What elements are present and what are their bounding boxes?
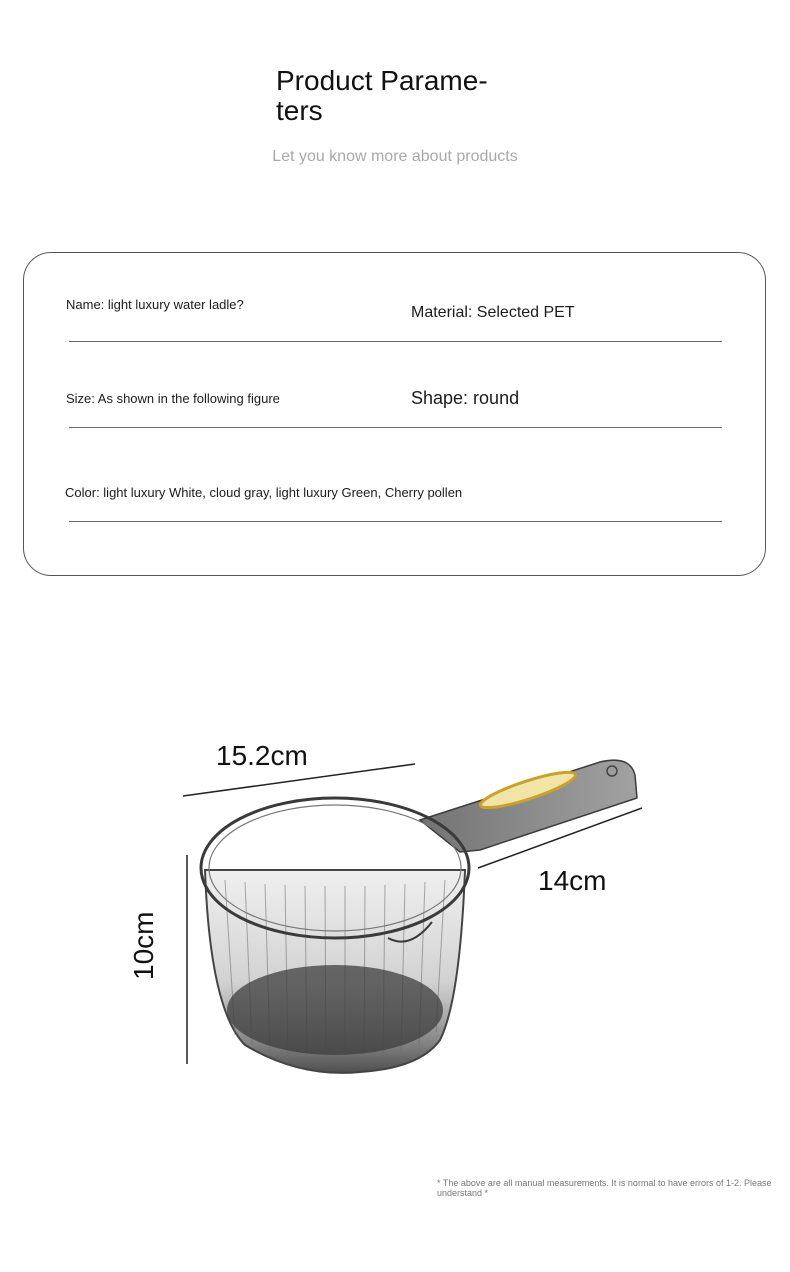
measurement-footnote: * The above are all manual measurements. It is normal to have errors of 1-2. Please understand * bbox=[437, 1178, 772, 1198]
divider bbox=[69, 521, 722, 522]
height-label: 10cm bbox=[128, 911, 159, 980]
param-name: Name: light luxury water ladle? bbox=[66, 297, 244, 312]
param-shape: Shape: round bbox=[411, 388, 520, 408]
width-label: 15.2cm bbox=[216, 740, 308, 771]
param-size: Size: As shown in the following figure bbox=[66, 391, 280, 406]
parameters-panel bbox=[23, 252, 766, 576]
divider bbox=[69, 427, 722, 428]
page-title: Product Parame- ters bbox=[276, 65, 488, 126]
bowl-bottom bbox=[227, 965, 443, 1055]
page-subtitle: Let you know more about products bbox=[272, 148, 518, 165]
ladle-illustration bbox=[0, 600, 790, 1100]
handle-length-label: 14cm bbox=[538, 865, 607, 896]
divider bbox=[69, 341, 722, 342]
param-material: Material: Selected PET bbox=[411, 304, 575, 321]
param-color: Color: light luxury White, cloud gray, light luxury Green, Cherry pollen bbox=[65, 485, 463, 500]
ladle-handle bbox=[420, 760, 637, 852]
